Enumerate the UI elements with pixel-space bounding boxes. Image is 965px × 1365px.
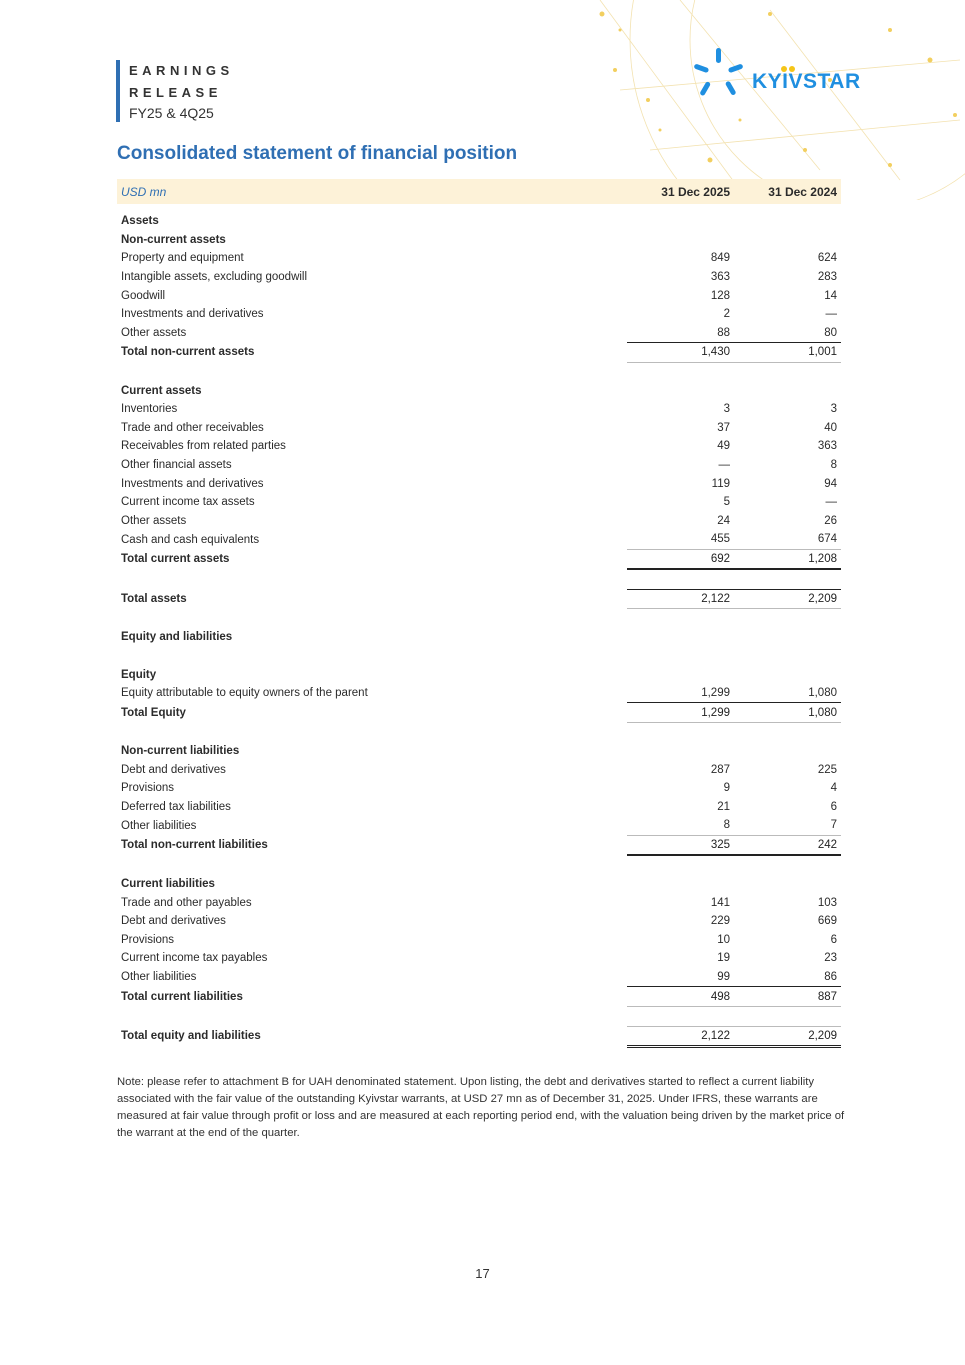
table-row: Other liabilities 8 7	[121, 819, 837, 832]
footnote: Note: please refer to attachment B for UAH denominated statement. Upon listing, the debt and derivatives started to reflect a current liability associated with the fair value of the outstanding Kyivstar warrants, at USD 27 mn as of December 31, 2025. Under IFRS, these warrants are measured at fair value through profit or loss and are measured at each reporting period end, with the valuation being driven by the market price of the warrant at the end of the quarter.	[117, 1076, 845, 1139]
total-row: Total assets 2,122 2,209	[117, 589, 841, 609]
table-row: Intangible assets, excluding goodwill 363 283	[121, 271, 837, 284]
table-row: Investments and derivatives 2 —	[121, 308, 837, 321]
section-heading: Current liabilities	[121, 878, 215, 891]
section-heading: Equity and liabilities	[121, 631, 233, 644]
column-header-2024: 31 Dec 2024	[734, 179, 841, 204]
financial-position-table	[117, 179, 841, 1048]
table-row: Provisions 9 4	[121, 782, 837, 795]
total-row: Total current assets 692 1,208	[117, 549, 841, 569]
table-row: Provisions 10 6	[121, 933, 837, 946]
earnings-release-header	[116, 60, 234, 122]
table-row: Receivables from related parties 49 363	[121, 440, 837, 453]
total-row: Total equity and liabilities 2,122 2,209	[117, 1026, 841, 1047]
page-number: 17	[475, 1266, 490, 1281]
section-heading: Assets	[121, 215, 159, 228]
logo-wordmark: KYIVSTAR	[752, 70, 861, 93]
section-heading: Equity	[121, 668, 157, 681]
total-row: Total Equity 1,299 1,080	[117, 703, 841, 723]
table-row: Equity attributable to equity owners of the parent 1,299 1,080	[121, 687, 837, 700]
total-row: Total non-current liabilities 325 242	[117, 835, 841, 855]
total-row: Total current liabilities 498 887	[117, 987, 841, 1007]
table-row: Current income tax assets 5 —	[121, 496, 837, 509]
header-period: FY25 & 4Q25	[129, 105, 214, 121]
table-row: Other liabilities 99 86	[121, 971, 837, 984]
table-row: Other assets 24 26	[121, 514, 837, 527]
unit-label: USD mn	[117, 179, 627, 204]
section-heading: Non-current liabilities	[121, 744, 240, 757]
section-heading: Non-current assets	[121, 233, 226, 246]
table-row: Debt and derivatives 229 669	[121, 915, 837, 928]
section-heading: Current assets	[121, 384, 202, 397]
table-row: Deferred tax liabilities 21 6	[121, 800, 837, 813]
table-row: Other assets 88 80	[121, 326, 837, 340]
total-row: Total non-current assets 1,430 1,001	[117, 343, 841, 363]
table-row: Other financial assets — 8	[121, 459, 837, 472]
header-line-earnings: EARNINGS	[129, 63, 234, 78]
table-header-row	[117, 179, 841, 204]
table-row: Cash and cash equivalents 455 674	[121, 533, 837, 546]
table-row: Trade and other receivables 37 40	[121, 421, 837, 434]
table-row: Inventories 3 3	[121, 403, 837, 416]
table-row: Current income tax payables 19 23	[121, 952, 837, 965]
table-row: Investments and derivatives 119 94	[121, 477, 837, 490]
table-row: Debt and derivatives 287 225	[121, 763, 837, 776]
table-row: Property and equipment 849 624	[121, 252, 837, 265]
column-header-2025: 31 Dec 2025	[627, 179, 734, 204]
header-line-release: RELEASE	[129, 85, 222, 100]
page-title: Consolidated statement of financial position	[117, 143, 518, 164]
table-row: Trade and other payables 141 103	[121, 896, 837, 909]
table-row: Goodwill 128 14	[121, 289, 837, 302]
